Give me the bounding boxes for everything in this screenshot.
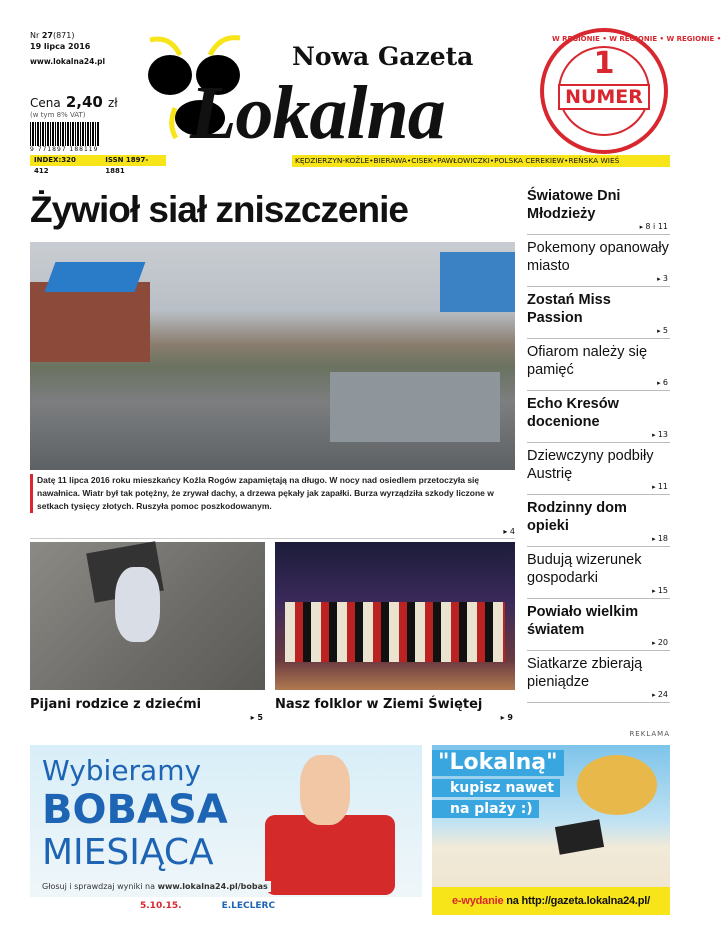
- sidebar-item-page: ▸ 20: [652, 638, 668, 648]
- sidebar-item[interactable]: [527, 653, 670, 703]
- story-1-title: Pijani rodzice z dziećmi: [30, 697, 202, 712]
- sunhat-image: [577, 755, 657, 815]
- sidebar-item[interactable]: [527, 601, 670, 651]
- masthead-title: Lokalna: [190, 71, 445, 155]
- ad-beach-line1: "Lokalną": [432, 750, 564, 776]
- sidebar-item-title: Echo Kresów docenione: [527, 396, 619, 430]
- sidebar-item-page: ▸ 6: [657, 378, 668, 388]
- sidebar-item-page: ▸ 15: [652, 586, 668, 596]
- price-currency: zł: [107, 96, 118, 110]
- sidebar-item-page: ▸ 13: [652, 430, 668, 440]
- ad-label: REKLAMA: [629, 730, 670, 738]
- sidebar-item[interactable]: [527, 497, 670, 547]
- suitcase-image: [265, 815, 395, 895]
- story-2[interactable]: Nasz folklor w Ziemi Świętej ▸ 9: [275, 697, 513, 722]
- sidebar-item[interactable]: [527, 445, 670, 495]
- footer-na: na: [506, 895, 519, 907]
- price-value: 2,40: [65, 93, 103, 111]
- story-1[interactable]: Pijani rodzice z dziećmi ▸ 5: [30, 697, 263, 722]
- ad-beach-line3: na plaży :): [432, 800, 539, 818]
- issn-number: ISSN 1897-1881: [105, 156, 149, 175]
- sidebar-item-page: ▸ 24: [652, 690, 668, 700]
- index-number: INDEX:320 412: [34, 156, 76, 175]
- ad-bobas-url[interactable]: www.lokalna24.pl/bobas: [157, 882, 268, 891]
- barcode-digits: 9 771897 188119: [30, 146, 99, 153]
- baby-image: [300, 755, 350, 825]
- masthead-subtitle: Nowa Gazeta: [292, 42, 474, 71]
- story-photo-child[interactable]: [30, 542, 265, 690]
- sidebar-item-page: ▸ 11: [652, 482, 668, 492]
- lead-headline[interactable]: Żywioł siał zniszczenie: [30, 189, 408, 230]
- stamp-ring-text: W REGIONIE • W REGIONIE • W REGIONIE •: [552, 35, 721, 43]
- sidebar-item[interactable]: [527, 289, 670, 339]
- issue-info: [30, 30, 105, 67]
- sidebar-item-title: Zostań Miss Passion: [527, 292, 611, 326]
- issue-prefix: Nr: [30, 31, 40, 40]
- lead-page: 4: [509, 527, 515, 536]
- sidebar-item-title: Pokemony opanowały miasto: [527, 240, 669, 274]
- story-photo-folklore[interactable]: [275, 542, 515, 690]
- issue-number: 27: [41, 31, 53, 40]
- story-2-title: Nasz folklor w Ziemi Świętej: [275, 697, 483, 712]
- ad-beach-footer: [432, 887, 670, 915]
- vat-note: (w tym 8% VAT): [30, 111, 86, 119]
- sidebar-item[interactable]: [527, 549, 670, 599]
- website-link[interactable]: www.lokalna24.pl: [30, 57, 106, 66]
- ewydanie-url[interactable]: http://gazeta.lokalna24.pl/: [521, 895, 650, 907]
- sidebar-item-title: Rodzinny dom opieki: [527, 500, 627, 534]
- sidebar-item-page: ▸ 18: [652, 534, 668, 544]
- ad-beach-line2: kupisz nawet: [432, 779, 560, 797]
- sidebar-item-page: ▸ 5: [657, 326, 668, 336]
- sidebar-item-page: ▸ 3: [657, 274, 668, 284]
- sidebar-item-title: Ofiarom należy się pamięć: [527, 344, 648, 378]
- index-bar: [30, 155, 166, 175]
- stamp-badge: [540, 28, 721, 154]
- price: [30, 94, 118, 120]
- issue-date: 19 lipca 2016: [30, 42, 91, 51]
- price-label: Cena: [30, 96, 61, 110]
- ad-bobas[interactable]: [30, 745, 422, 915]
- ewydanie-label: e-wydanie: [451, 895, 504, 907]
- tablet-image: [555, 819, 604, 854]
- stamp-number: 1: [593, 46, 615, 81]
- ad-bobas-line3: MIESIĄCA: [42, 832, 214, 873]
- sidebar-item-title: Dziewczyny podbiły Austrię: [527, 448, 654, 482]
- stamp-word: NUMER: [558, 84, 650, 110]
- regions-bar: KĘDZIERZYN-KOŹLE•BIERAWA•CISEK•PAWŁOWICZKI•POLSKA CEREKIEW•REŃSKA WIEŚ: [292, 155, 670, 167]
- lead-page-ref: ▸ 4: [30, 527, 515, 539]
- sidebar-item-title: Powiało wielkim światem: [527, 604, 639, 638]
- sidebar-item[interactable]: [527, 185, 670, 235]
- story-1-page: 5: [257, 713, 263, 722]
- ad-bobas-cta: Głosuj i sprawdzaj wyniki na: [42, 882, 156, 891]
- barcode: [30, 122, 100, 146]
- story-2-page: 9: [507, 713, 513, 722]
- sidebar-item-page: ▸ 8 i 11: [640, 222, 668, 232]
- lead-photo[interactable]: [30, 242, 515, 470]
- sidebar-item[interactable]: [527, 237, 670, 287]
- ad-bobas-line2: BOBASA: [42, 787, 228, 833]
- sidebar-item[interactable]: [527, 341, 670, 391]
- sidebar-item-title: Siatkarze zbierają pieniądze: [527, 656, 643, 690]
- sidebar-item-title: Budują wizerunek gospodarki: [527, 552, 642, 586]
- issue-total: (871): [52, 31, 75, 40]
- sidebar-item-title: Światowe Dni Młodzieży: [527, 188, 621, 222]
- sidebar-item[interactable]: [527, 393, 670, 443]
- sponsor-logo-51015: 5.10.15.: [140, 901, 182, 911]
- ad-bobas-line1: Wybieramy: [42, 754, 202, 787]
- ad-beach[interactable]: [432, 745, 670, 915]
- sponsor-logo-leclerc: E.LECLERC: [221, 901, 276, 911]
- lead-caption: Datę 11 lipca 2016 roku mieszkańcy Koźla Rogów zapamiętają na długo. W nocy nad osiedlem przetoczyła się nawałnica. Wiatr był tak potężny, że zrywał dachy, a drzewa pękały jak zapałki. Burza wyrządziła szkody liczone w setkach tysięcy złotych. Ruszyła pomoc poszkodowanym.: [30, 474, 515, 513]
